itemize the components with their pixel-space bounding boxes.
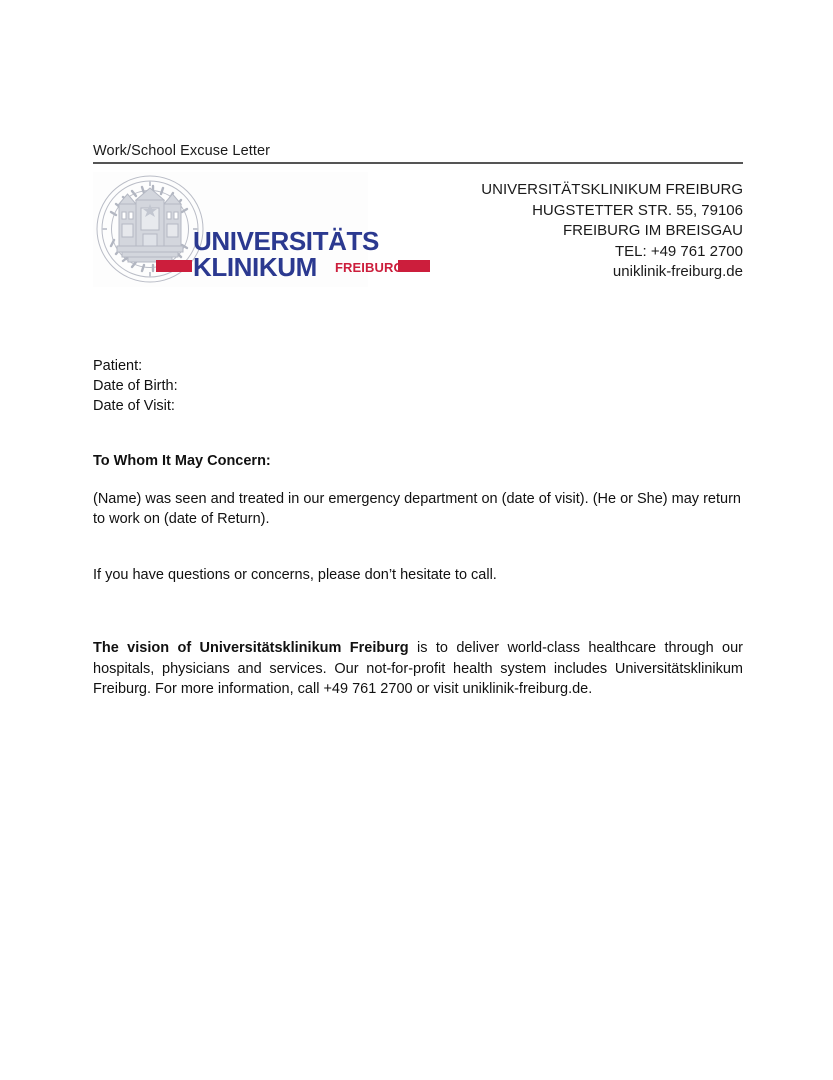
- field-patient: Patient:: [93, 358, 143, 374]
- letterhead: [93, 172, 743, 290]
- field-date-of-visit: Date of Visit:: [93, 398, 175, 414]
- vision-statement-lead: The vision of Universitätsklinikum Freiburg: [93, 640, 409, 656]
- vision-statement-rest: is to deliver world-class healthcare through our hospitals, physicians and services. Our not-for-profit health system includes Universitätsklinikum Freiburg. For more information, call +49 761 2700 or visit uniklinik-freiburg.de.: [93, 640, 744, 697]
- header-divider: [93, 162, 743, 164]
- body-paragraph-contact: If you have questions or concerns, please don’t hesitate to call.: [93, 567, 497, 583]
- field-date-of-birth: Date of Birth:: [93, 378, 178, 394]
- body-paragraph-visit: (Name) was seen and treated in our emergency department on (date of visit). (He or She) may return to work on (date of Return).: [93, 491, 741, 527]
- address-line: TEL: +49 761 2700: [614, 242, 743, 260]
- hospital-address-block: [323, 180, 743, 283]
- logo-text-freiburg: FREIBURG: [335, 260, 404, 275]
- logo-text-universitaets: UNIVERSITÄTS: [193, 226, 379, 256]
- address-line: uniklinik-freiburg.de: [612, 263, 743, 280]
- patient-info-block: [93, 356, 743, 416]
- address-line: UNIVERSITÄTSKLINIKUM FREIBURG: [481, 181, 743, 198]
- logo-red-bar-left: [156, 260, 192, 272]
- salutation: To Whom It May Concern:: [93, 453, 271, 469]
- page-title: Work/School Excuse Letter: [93, 143, 271, 159]
- body-paragraph-vision: [93, 638, 743, 700]
- address-line: HUGSTETTER STR. 55, 79106: [532, 201, 743, 219]
- address-line: FREIBURG IM BREISGAU: [562, 222, 743, 239]
- logo-text-klinikum: KLINIKUM: [193, 252, 317, 282]
- document-header: [93, 143, 743, 164]
